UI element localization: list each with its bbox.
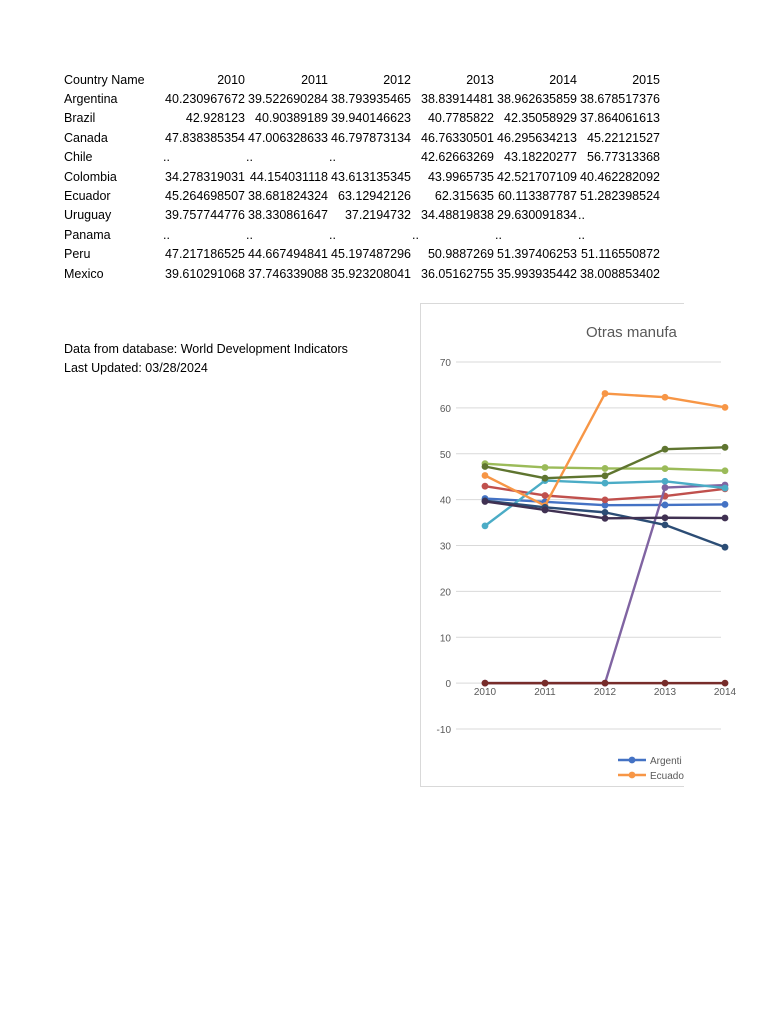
- value-cell[interactable]: 62.315635: [434, 189, 494, 204]
- value-cell[interactable]: 51.116550872: [580, 247, 660, 262]
- y-tick-label: 60: [439, 403, 451, 415]
- value-cell[interactable]: 45.264698507: [165, 189, 245, 204]
- header-cell[interactable]: 2010: [217, 72, 245, 87]
- x-tick-label: 2010: [473, 687, 497, 699]
- value-cell[interactable]: 45.197487296: [331, 247, 411, 262]
- value-cell[interactable]: 44.667494841: [248, 247, 328, 262]
- table-row: [64, 167, 661, 186]
- data-point-peru: [482, 463, 489, 470]
- data-point-uruguay: [662, 522, 669, 529]
- value-cell[interactable]: 47.838385354: [165, 130, 245, 145]
- value-cell[interactable]: 34.48819838: [421, 208, 494, 223]
- value-cell[interactable]: 43.613135345: [331, 169, 411, 184]
- country-name-cell[interactable]: Mexico: [64, 266, 104, 281]
- data-point-canada: [722, 467, 729, 474]
- table-row: [64, 206, 661, 225]
- data-point-ecuador: [482, 472, 489, 479]
- data-point-mexico: [542, 507, 549, 514]
- country-name-cell[interactable]: Chile: [64, 150, 93, 165]
- value-cell[interactable]: ..: [578, 227, 585, 242]
- x-tick-label: 2014: [713, 687, 737, 699]
- chart-title: Otras manufa: [586, 324, 677, 341]
- data-point-chile: [662, 484, 669, 491]
- data-point-ecuador: [722, 404, 729, 411]
- value-cell[interactable]: 42.35058929: [504, 111, 577, 126]
- data-point-colombia: [602, 480, 609, 487]
- table-row: [64, 148, 661, 167]
- data-point-canada: [542, 464, 549, 471]
- country-name-cell[interactable]: Colombia: [64, 169, 117, 184]
- y-tick-label: 50: [439, 449, 451, 461]
- value-cell[interactable]: ..: [163, 150, 170, 165]
- table-row: [64, 245, 661, 264]
- table-row: [64, 128, 661, 147]
- header-cell[interactable]: 2015: [632, 72, 660, 87]
- data-point-colombia: [662, 478, 669, 485]
- country-name-cell[interactable]: Panama: [64, 227, 111, 242]
- data-point-panama: [602, 680, 609, 687]
- source-note: Data from database: World Development Indicators: [64, 342, 348, 356]
- y-tick-label: 0: [445, 679, 451, 691]
- country-name-cell[interactable]: Uruguay: [64, 208, 112, 223]
- value-cell[interactable]: 34.278319031: [165, 169, 245, 184]
- data-point-argentina: [662, 502, 669, 509]
- value-cell[interactable]: 38.008853402: [580, 266, 660, 281]
- value-cell[interactable]: ..: [578, 208, 585, 223]
- value-cell[interactable]: ..: [246, 150, 253, 165]
- value-cell[interactable]: 40.462282092: [580, 169, 660, 184]
- y-tick-label: -10: [436, 725, 451, 736]
- country-name-cell[interactable]: Ecuador: [64, 189, 111, 204]
- data-point-uruguay: [602, 509, 609, 516]
- value-cell[interactable]: 38.330861647: [248, 208, 328, 223]
- data-point-canada: [602, 465, 609, 472]
- table-row: [64, 89, 661, 108]
- header-cell[interactable]: 2013: [466, 72, 494, 87]
- value-cell[interactable]: 60.113387787: [497, 189, 577, 204]
- value-cell[interactable]: 36.05162755: [421, 266, 494, 281]
- value-cell[interactable]: 43.18220277: [504, 150, 577, 165]
- value-cell[interactable]: 63.12942126: [338, 189, 411, 204]
- value-cell[interactable]: 40.7785822: [427, 111, 494, 126]
- header-cell[interactable]: 2011: [301, 72, 328, 87]
- country-name-cell[interactable]: Argentina: [64, 92, 118, 107]
- value-cell[interactable]: 37.746339088: [248, 266, 328, 281]
- table-row: [64, 186, 661, 205]
- value-cell[interactable]: 37.864061613: [580, 111, 660, 126]
- value-cell[interactable]: 29.630091834: [497, 208, 577, 223]
- value-cell[interactable]: 51.397406253: [497, 247, 577, 262]
- table-row: [64, 225, 661, 244]
- value-cell[interactable]: 47.217186525: [165, 247, 245, 262]
- y-tick-label: 40: [439, 495, 451, 507]
- value-cell[interactable]: 39.522690284: [248, 92, 328, 107]
- table-row: [64, 109, 661, 128]
- data-point-ecuador: [662, 394, 669, 401]
- line-chart[interactable]: [420, 303, 737, 787]
- data-point-panama: [722, 680, 729, 687]
- data-point-peru: [602, 472, 609, 479]
- value-cell[interactable]: ..: [163, 227, 170, 242]
- legend-marker: [629, 757, 636, 764]
- data-point-ecuador: [602, 390, 609, 397]
- country-name-cell[interactable]: Brazil: [64, 111, 96, 126]
- value-cell[interactable]: 43.9965735: [427, 169, 494, 184]
- table-row: [64, 264, 661, 283]
- value-cell[interactable]: 35.923208041: [331, 266, 411, 281]
- value-cell[interactable]: 39.757744776: [165, 208, 245, 223]
- data-point-peru: [542, 475, 549, 482]
- data-point-peru: [662, 446, 669, 453]
- value-cell[interactable]: 39.610291068: [165, 266, 245, 281]
- data-point-argentina: [722, 501, 729, 508]
- data-point-brazil: [602, 497, 609, 504]
- value-cell[interactable]: 44.154031118: [249, 169, 328, 184]
- data-point-mexico: [602, 515, 609, 522]
- legend-marker: [629, 772, 636, 779]
- last-updated-note: Last Updated: 03/28/2024: [64, 361, 208, 375]
- value-cell[interactable]: 35.993935442: [497, 266, 577, 281]
- data-point-panama: [542, 680, 549, 687]
- value-cell[interactable]: 38.962635859: [497, 92, 577, 107]
- legend-label: Ecuado: [650, 771, 684, 782]
- y-tick-label: 10: [439, 633, 451, 645]
- value-cell[interactable]: 47.006328633: [248, 130, 328, 145]
- data-point-peru: [722, 444, 729, 451]
- value-cell[interactable]: 40.230967672: [165, 92, 245, 107]
- value-cell[interactable]: ..: [329, 150, 336, 165]
- chart-canvas: [421, 304, 737, 786]
- value-cell[interactable]: ..: [246, 227, 253, 242]
- value-cell[interactable]: 37.2194732: [344, 208, 411, 223]
- value-cell[interactable]: ..: [329, 227, 336, 242]
- value-cell[interactable]: 38.681824324: [248, 189, 328, 204]
- data-point-panama: [662, 680, 669, 687]
- x-tick-label: 2013: [653, 687, 677, 699]
- value-cell[interactable]: 40.90389189: [255, 111, 328, 126]
- data-point-uruguay: [722, 544, 729, 551]
- data-point-colombia: [482, 522, 489, 529]
- data-point-canada: [662, 465, 669, 472]
- table-header-row: [64, 70, 661, 89]
- data-point-brazil: [482, 483, 489, 490]
- header-cell[interactable]: 2014: [549, 72, 577, 87]
- value-cell[interactable]: 46.797873134: [331, 130, 411, 145]
- value-cell[interactable]: 42.928123: [185, 111, 245, 126]
- data-point-mexico: [662, 514, 669, 521]
- data-point-colombia: [722, 485, 729, 492]
- header-cell[interactable]: Country Name: [64, 72, 145, 87]
- value-cell[interactable]: 38.678517376: [580, 92, 660, 107]
- country-name-cell[interactable]: Peru: [64, 247, 91, 262]
- y-tick-label: 30: [439, 541, 451, 553]
- value-cell[interactable]: 46.76330501: [421, 130, 494, 145]
- data-point-brazil: [542, 492, 549, 499]
- value-cell[interactable]: 51.282398524: [580, 189, 660, 204]
- value-cell[interactable]: 56.77313368: [587, 150, 660, 165]
- x-tick-label: 2011: [534, 687, 556, 699]
- value-cell[interactable]: 45.22121527: [587, 130, 660, 145]
- data-table: [64, 70, 661, 283]
- data-point-panama: [482, 680, 489, 687]
- value-cell[interactable]: 50.9887269: [427, 247, 494, 262]
- x-tick-label: 2012: [593, 687, 617, 699]
- legend-label: Argenti: [650, 756, 682, 767]
- value-cell[interactable]: ..: [412, 227, 419, 242]
- value-cell[interactable]: 38.793935465: [331, 92, 411, 107]
- data-point-mexico: [482, 498, 489, 505]
- value-cell[interactable]: 46.295634213: [497, 130, 577, 145]
- value-cell[interactable]: 38.83914481: [421, 92, 494, 107]
- y-tick-label: 20: [439, 587, 451, 599]
- header-cell[interactable]: 2012: [383, 72, 411, 87]
- value-cell[interactable]: 39.940146623: [331, 111, 411, 126]
- value-cell[interactable]: ..: [495, 227, 502, 242]
- value-cell[interactable]: 42.521707109: [497, 169, 577, 184]
- data-point-mexico: [722, 515, 729, 522]
- value-cell[interactable]: 42.62663269: [421, 150, 494, 165]
- country-name-cell[interactable]: Canada: [64, 130, 108, 145]
- y-tick-label: 70: [439, 358, 451, 369]
